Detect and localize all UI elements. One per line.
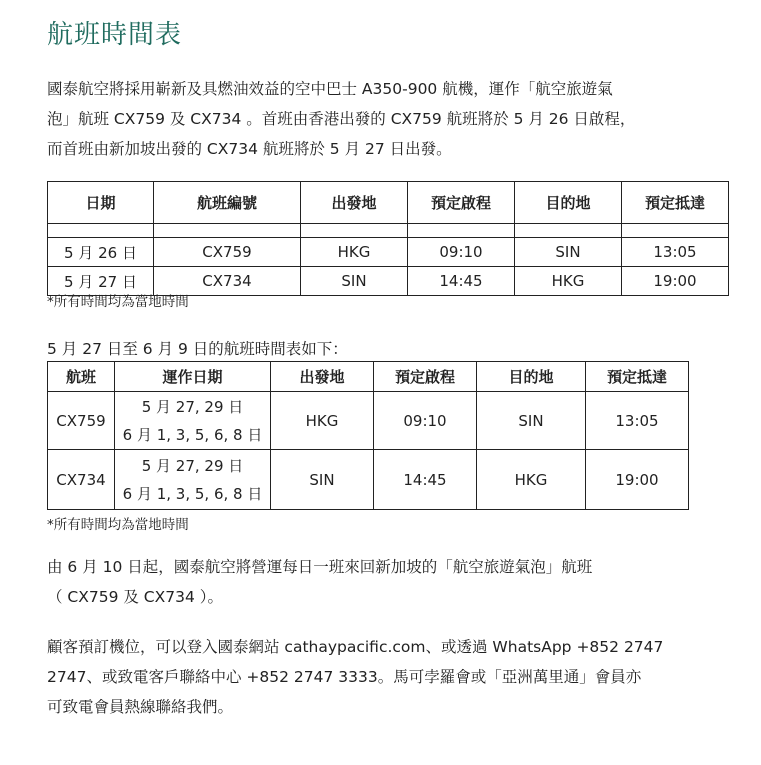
arrive-cell: 13:05 <box>622 238 729 267</box>
column-header: 日期 <box>48 182 154 224</box>
daily-line: 由 6 月 10 日起，國泰航空將營運每日一班來回新加坡的「航空旅遊氣泡」航班 <box>47 558 593 576</box>
arrive-cell: 19:00 <box>586 450 689 510</box>
intro-paragraph <box>47 74 707 164</box>
flight-cell: CX734 <box>154 267 301 296</box>
depart-cell: 14:45 <box>408 267 515 296</box>
date-cell: 5 月 27 日 <box>48 267 154 296</box>
table-header-row <box>48 362 689 392</box>
daily-service-paragraph <box>47 552 707 612</box>
dest-cell: HKG <box>477 450 586 510</box>
origin-cell: HKG <box>271 392 374 450</box>
depart-cell: 09:10 <box>408 238 515 267</box>
contact-line: 2747、或致電客戶聯絡中心 +852 2747 3333。馬可孛羅會或「亞洲萬里通」會員亦 <box>47 668 642 686</box>
flight-cell: CX759 <box>154 238 301 267</box>
table-row <box>48 238 729 267</box>
contact-line: 可致電會員熱線聯絡我們。 <box>47 698 234 716</box>
contact-line: 顧客預訂機位，可以登入國泰網站 cathaypacific.com、或透過 WhatsApp +852 2747 <box>47 638 664 656</box>
column-header: 航班 <box>48 362 115 392</box>
dates-line: 6 月 1, 3, 5, 6, 8 日 <box>122 425 263 444</box>
origin-cell: HKG <box>301 238 408 267</box>
arrive-cell: 13:05 <box>586 392 689 450</box>
daily-line: （ CX759 及 CX734 ）。 <box>47 588 224 606</box>
dest-cell: HKG <box>515 267 622 296</box>
column-header: 出發地 <box>301 182 408 224</box>
column-header: 出發地 <box>271 362 374 392</box>
origin-cell: SIN <box>271 450 374 510</box>
dates-line: 5 月 27, 29 日 <box>141 397 244 416</box>
origin-cell: SIN <box>301 267 408 296</box>
column-header: 預定抵達 <box>622 182 729 224</box>
schedule-caption: 5 月 27 日至 6 月 9 日的航班時間表如下： <box>47 340 348 358</box>
flight-cell: CX734 <box>48 450 115 510</box>
dest-cell: SIN <box>515 238 622 267</box>
table-spacer-row <box>48 224 729 238</box>
schedule-table <box>47 361 689 510</box>
column-header: 目的地 <box>477 362 586 392</box>
depart-cell: 09:10 <box>374 392 477 450</box>
dest-cell: SIN <box>477 392 586 450</box>
column-header: 運作日期 <box>115 362 271 392</box>
column-header: 預定啟程 <box>374 362 477 392</box>
timezone-note: *所有時間均為當地時間 <box>47 517 189 533</box>
flight-cell: CX759 <box>48 392 115 450</box>
first-flights-table <box>47 181 729 296</box>
table-row <box>48 450 689 510</box>
table-row <box>48 392 689 450</box>
column-header: 預定抵達 <box>586 362 689 392</box>
dates-line: 6 月 1, 3, 5, 6, 8 日 <box>122 484 263 503</box>
contact-paragraph <box>47 632 707 722</box>
date-cell: 5 月 26 日 <box>48 238 154 267</box>
table-header-row <box>48 182 729 224</box>
column-header: 目的地 <box>515 182 622 224</box>
depart-cell: 14:45 <box>374 450 477 510</box>
intro-line: 而首班由新加坡出發的 CX734 航班將於 5 月 27 日出發。 <box>47 140 452 158</box>
timezone-note: *所有時間均為當地時間 <box>47 294 189 310</box>
column-header: 航班編號 <box>154 182 301 224</box>
column-header: 預定啟程 <box>408 182 515 224</box>
dates-line: 5 月 27, 29 日 <box>141 456 244 475</box>
arrive-cell: 19:00 <box>622 267 729 296</box>
intro-line: 泡」航班 CX759 及 CX734 。首班由香港出發的 CX759 航班將於 5 月 26 日啟程， <box>47 110 636 128</box>
intro-line: 國泰航空將採用嶄新及具燃油效益的空中巴士 A350-900 航機，運作「航空旅遊氣 <box>47 80 613 98</box>
page-title: 航班時間表 <box>47 20 183 50</box>
operating-dates-cell <box>115 450 271 510</box>
operating-dates-cell <box>115 392 271 450</box>
